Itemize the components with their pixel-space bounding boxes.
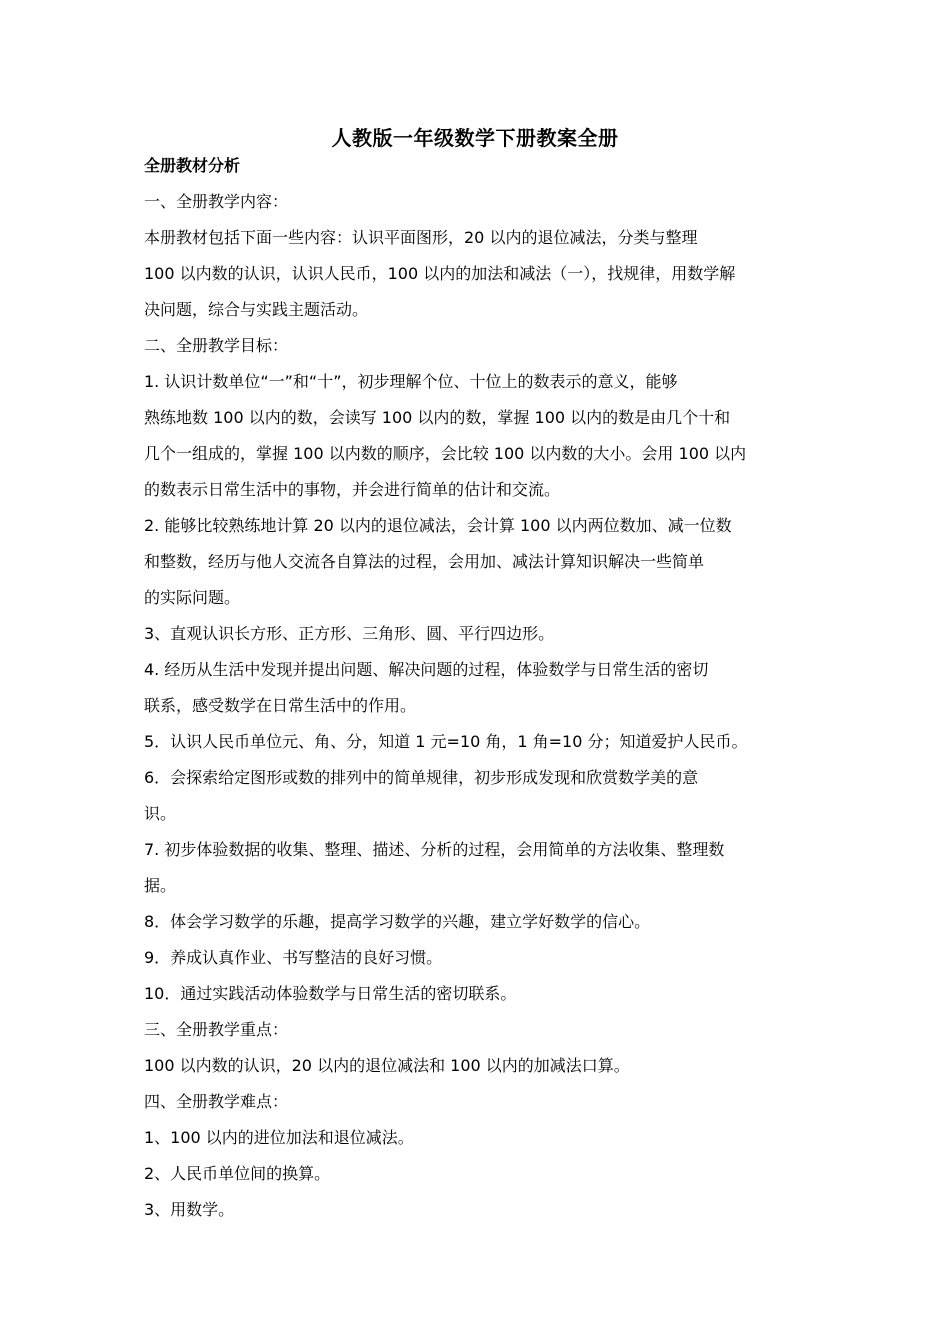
goal-8: 8．体会学习数学的乐趣，提高学习数学的兴趣，建立学好数学的信心。 (144, 912, 651, 931)
key-points-text: 100 以内数的认识，20 以内的退位减法和 100 以内的加减法口算。 (144, 1056, 630, 1075)
goal-2-line: 和整数，经历与他人交流各自算法的过程，会用加、减法计算知识解决一些简单 (144, 552, 705, 571)
goal-1-line: 1. 认识计数单位“一”和“十”，初步理解个位、十位上的数表示的意义，能够 (144, 372, 678, 391)
content-line: 本册教材包括下面一些内容：认识平面图形，20 以内的退位减法，分类与整理 (144, 228, 698, 247)
difficulty-item: 2、人民币单位间的换算。 (144, 1164, 331, 1183)
goal-9: 9．养成认真作业、书写整洁的良好习惯。 (144, 948, 443, 967)
goal-1-line: 几个一组成的，掌握 100 以内数的顺序，会比较 100 以内数的大小。会用 100 以内 (144, 444, 747, 463)
section-heading: 全册教材分析 (144, 156, 241, 175)
goal-10: 10．通过实践活动体验数学与日常生活的密切联系。 (144, 984, 517, 1003)
goal-6-line: 识。 (144, 804, 177, 823)
difficulties-heading: 四、全册教学难点： (144, 1092, 289, 1111)
content-heading: 一、全册教学内容： (144, 192, 289, 211)
document-title: 人教版一年级数学下册教案全册 (331, 126, 619, 150)
content-line: 100 以内数的认识，认识人民币，100 以内的加法和减法（一），找规律，用数学解 (144, 264, 736, 283)
goal-4-line: 4. 经历从生活中发现并提出问题、解决问题的过程，体验数学与日常生活的密切 (144, 660, 709, 679)
goal-1-line: 的数表示日常生活中的事物，并会进行简单的估计和交流。 (144, 480, 561, 499)
goal-3: 3、直观认识长方形、正方形、三角形、圆、平行四边形。 (144, 624, 555, 643)
difficulty-item: 1、100 以内的进位加法和退位减法。 (144, 1128, 414, 1147)
goal-7-line: 据。 (144, 876, 177, 895)
difficulty-item: 3、用数学。 (144, 1200, 235, 1219)
content-line: 决问题，综合与实践主题活动。 (144, 300, 369, 319)
key-points-heading: 三、全册教学重点： (144, 1020, 289, 1039)
goal-1-line: 熟练地数 100 以内的数，会读写 100 以内的数，掌握 100 以内的数是由几个十和 (144, 408, 731, 427)
goal-2-line: 的实际问题。 (144, 588, 241, 607)
goal-6-line: 6．会探索给定图形或数的排列中的简单规律，初步形成发现和欣赏数学美的意 (144, 768, 699, 787)
goal-5: 5．认识人民币单位元、角、分，知道 1 元=10 角，1 角=10 分；知道爱护人民币。 (144, 732, 748, 751)
document-body (144, 148, 810, 1228)
goal-2-line: 2. 能够比较熟练地计算 20 以内的退位减法，会计算 100 以内两位数加、减一位数 (144, 516, 732, 535)
goal-4-line: 联系，感受数学在日常生活中的作用。 (144, 696, 417, 715)
goals-heading: 二、全册教学目标： (144, 336, 289, 355)
goal-7-line: 7. 初步体验数据的收集、整理、描述、分析的过程，会用简单的方法收集、整理数 (144, 840, 725, 859)
